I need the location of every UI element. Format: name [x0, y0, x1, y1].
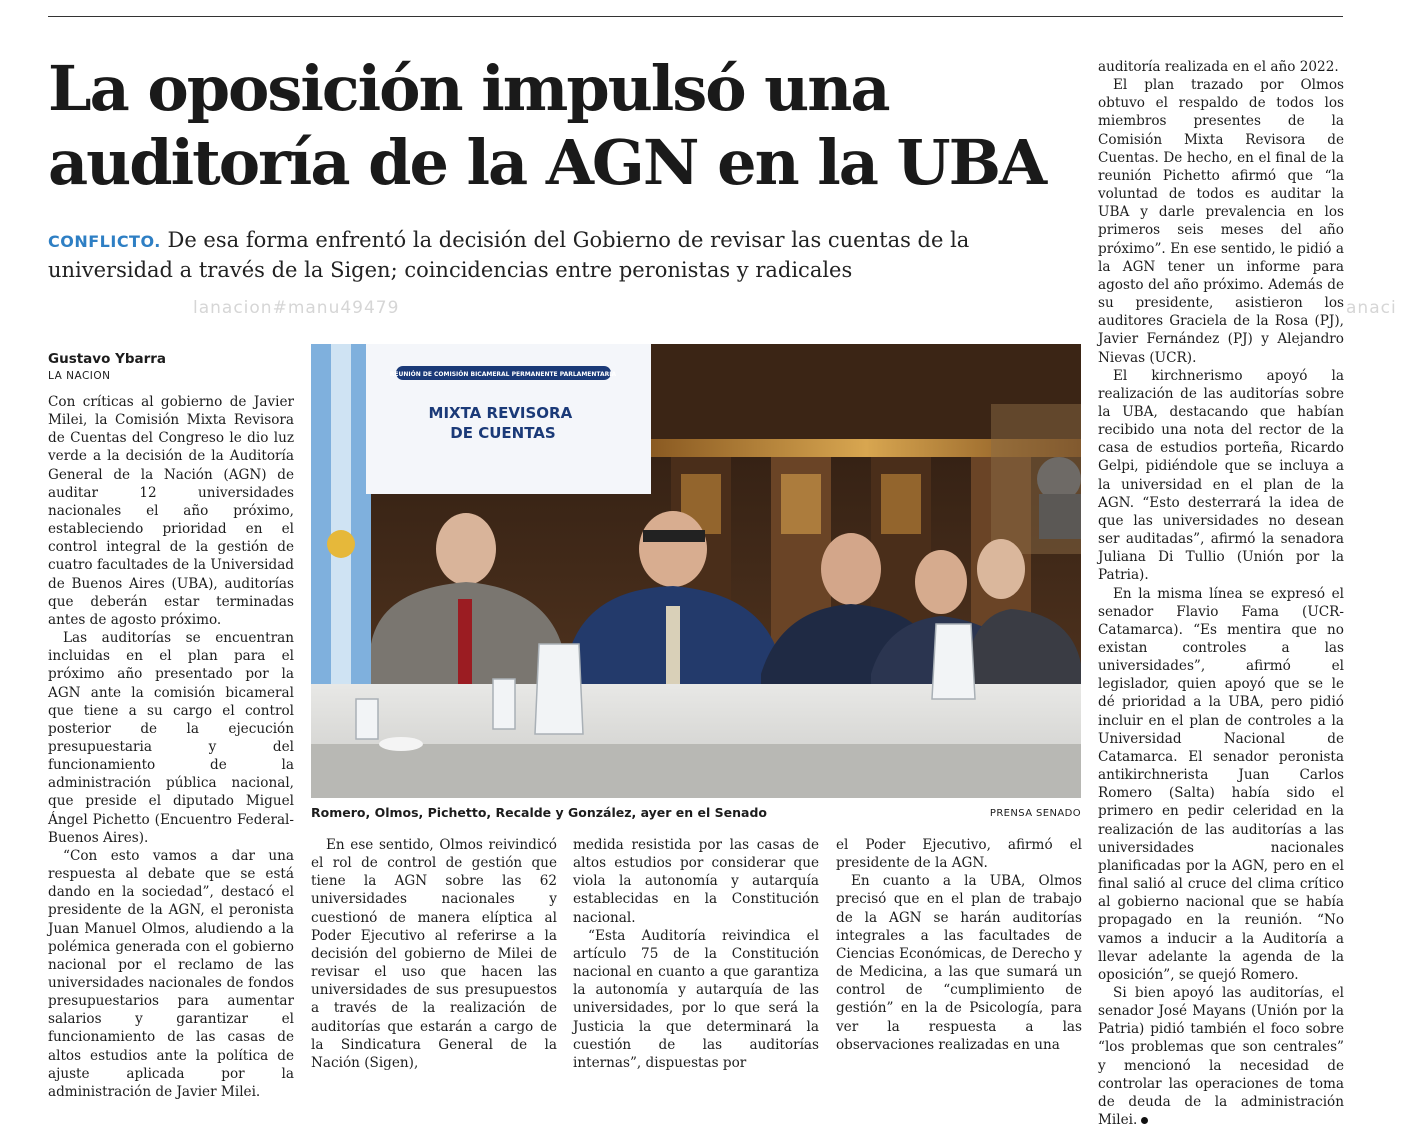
top-rule [48, 16, 1343, 17]
author: Gustavo Ybarra [48, 351, 167, 367]
paragraph: En cuanto a la UBA, Olmos precisó que en el plan de trabajo de la AGN se harán auditorías integrales a las facultades de Ciencias Económicas, de Derecho y de Medicina, a las que sumará un control de “cumplimiento de gestión” en la de Psicología, para ver la respuesta a las observaciones realizadas en una [836, 873, 1082, 1053]
paragraph: “Con esto vamos a dar una respuesta al debate que se está dando en la sociedad”, destacó el presidente de la AGN, el peronista Juan Manuel Olmos, aludiendo a la polémica generada con el gobierno nacional por el reclamo de las universidades nacionales de fondos presupuestarios para aumentar salarios y garantizar el funcionamiento de las casas de altos estudios ante la política de ajuste aplicada por la administración de Javier Milei. [48, 847, 294, 1100]
paragraph: el Poder Ejecutivo, afirmó el presidente de la AGN. [836, 837, 1082, 872]
watermark-fragment: anaci [1346, 298, 1397, 318]
article-column-1 [48, 393, 294, 1101]
deck [48, 226, 1058, 285]
photo-caption [311, 804, 1081, 822]
outlet: LA NACION [48, 370, 111, 382]
article-column-3 [573, 836, 819, 1072]
watermark: lanacion#manu49479 [193, 298, 400, 318]
paragraph-text: Si bien apoyó las auditorías, el senador José Mayans (Unión por la Patria) pidió también el foco sobre “los problemas que son centrales” y mencionó la necesidad de controlar las operaciones de toma de deuda de la administración Milei. [1098, 984, 1344, 1129]
byline [48, 350, 298, 384]
paragraph: El plan trazado por Olmos obtuvo el respaldo de todos los miembros presentes de la Comisión Mixta Revisora de Cuentas. De hecho, en el final de la reunión Pichetto afirmó que “la voluntad de todos es auditar la UBA y darle prevalencia en los primeros seis meses del año próximo”. En ese sentido, le pidió a la AGN tener un informe para agosto del año próximo. Además de su presidente, asistieron los auditores Graciela de la Rosa (PJ), Javier Fernández (PJ) y Alejandro Nievas (UCR). [1098, 77, 1344, 366]
paragraph [1098, 984, 1344, 1129]
paragraph: Las auditorías se encuentran incluidas en el plan para el próximo año presentado por la AGN ante la comisión bicameral que tiene a su cargo el control posterior de la ejecución presupuestaria y del funcionamiento de la administración pública nacional, que preside el diputado Miguel Ángel Pichetto (Encuentro Federal-Buenos Aires). [48, 630, 294, 846]
paragraph: Con críticas al gobierno de Javier Milei, la Comisión Mixta Revisora de Cuentas del Congreso le dio luz verde a la decisión de la Auditoría General de la Nación (AGN) de auditar 12 universidades nacionales el año próximo, estableciendo prioridad en el control integral de la gestión de cuatro facultades de la Universidad de Buenos Aires (UBA), auditorías que deberán estar terminadas antes de agosto próximo. [48, 394, 294, 628]
paragraph: El kirchnerismo apoyó la realización de las auditorías sobre la UBA, destacando que habían recibido una nota del rector de la casa de estudios porteña, Ricardo Gelpi, pidiéndole que se incluya a la universidad en el plan de la AGN. “Esto desterrará la idea de que las universidades no desean ser auditadas”, afirmó la senadora Juliana Di Tullio (Unión por la Patria). [1098, 367, 1344, 584]
article-column-4 [836, 836, 1082, 1054]
kicker: CONFLICTO. [48, 232, 161, 251]
paragraph: “Esta Auditoría reivindica el artículo 75 de la Constitución nacional en cuanto a que garantiza la autonomía y autarquía de las universidades, por lo que será la Justicia la que determinará la cuestión de las auditorías internas”, dispuestas por [573, 927, 819, 1071]
paragraph: En la misma línea se expresó el senador Flavio Fama (UCR-Catamarca). “Es mentira que no existan controles a las universidades”, afirmó el legislador, quien apoyó que se le dé prioridad a la UBA, pero pidió incluir en el plan de controles a la Universidad Nacional de Catamarca. El senador peronista antikirchnerista Juan Carlos Romero (Salta) había sido el primero en pedir celeridad en la realización de las auditorías a las universidades nacionales planificadas por la AGN, pero en el final salió al cruce del clima crítico al gobierno nacional que se había propagado en la reunión. “No vamos a inducir a la Auditoría a llevar adelante la agenda de la oposición”, se quejó Romero. [1098, 585, 1344, 983]
end-mark-icon [1141, 1117, 1148, 1124]
paragraph: medida resistida por las casas de altos estudios por considerar que viola la autonomía y autarquía establecidas en la Constitución nacional. [573, 837, 819, 926]
caption-text: Romero, Olmos, Pichetto, Recalde y González, ayer en el Senado [311, 805, 767, 820]
photo-credit: PRENSA SENADO [989, 808, 1081, 819]
screen-header: REUNIÓN DE COMISIÓN BICAMERAL PERMANENTE PARLAMENTARIA [389, 371, 617, 378]
deck-text: De esa forma enfrentó la decisión del Gobierno de revisar las cuentas de la universidad a través de la Sigen; coincidencias entre peronistas y radicales [48, 228, 970, 282]
news-photo [311, 344, 1081, 798]
article-column-2 [311, 836, 557, 1072]
paragraph: En ese sentido, Olmos reivindicó el rol de control de gestión que tiene la AGN sobre las 62 universidades nacionales y cuestionó de manera elíptica al Poder Ejecutivo al referirse a la decisión del gobierno de Milei de revisar el uso que hacen las universidades de sus presupuestos a través de la realización de auditorías que estarán a cargo de la Sindicatura General de la Nación (Sigen), [311, 837, 557, 1071]
paragraph: auditoría realizada en el año 2022. [1098, 59, 1339, 75]
screen-title: MIXTA REVISORA DE CUENTAS [428, 404, 573, 442]
headline: La oposición impulsó una auditoría de la AGN en la UBA [48, 52, 1046, 199]
senate-meeting-photo [311, 344, 1081, 798]
article-column-5 [1098, 58, 1344, 1129]
